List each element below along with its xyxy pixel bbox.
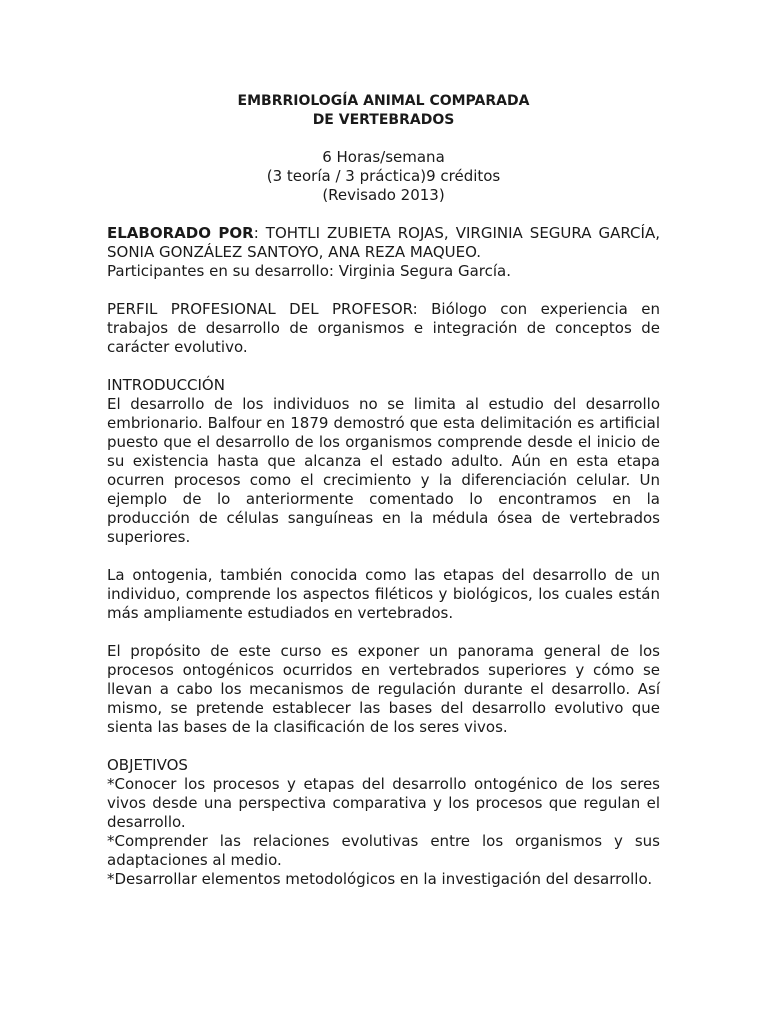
objective-item: *Comprender las relaciones evolutivas entre los organismos y sus adaptaciones al medio. [107, 832, 660, 869]
authors-label: ELABORADO POR [107, 224, 254, 242]
introduction-paragraph-1: El desarrollo de los individuos no se limita al estudio del desarrollo embrionario. Balfour en 1879 demostró que esta delimitación es artificial puesto que el desarrollo de los organismos comprende desde el inicio de su existencia hasta que alcanza el estado adulto. Aún en esta etapa ocurren procesos como el crecimiento y la diferenciación celular. Un ejemplo de lo anteriormente comentado lo encontramos en la producción de células sanguíneas en la médula ósea de vertebrados superiores. [107, 395, 660, 546]
course-revised: (Revisado 2013) [322, 186, 445, 204]
profile-paragraph: PERFIL PROFESIONAL DEL PROFESOR: Biólogo con experiencia en trabajos de desarrollo de organismos e integración de conceptos de carácter evolutivo. [107, 300, 660, 356]
objectives-heading: OBJETIVOS [107, 756, 188, 774]
document-title [107, 92, 660, 130]
introduction-paragraph-3: El propósito de este curso es exponer un panorama general de los procesos ontogénicos ocurridos en vertebrados superiores y cómo se llevan a cabo los mecanismos de regulación durante el desarrollo. Así mismo, se pretende establecer las bases del desarrollo evolutivo que sienta las bases de la clasificación de los seres vivos. [107, 642, 660, 736]
authors-paragraph [107, 224, 660, 262]
introduction-heading: INTRODUCCIÓN [107, 376, 225, 394]
authors-names: : TOHTLI ZUBIETA ROJAS, VIRGINIA SEGURA GARCÍA, SONIA GONZÁLEZ SANTOYO, ANA REZA MAQUEO. [107, 224, 660, 261]
document-page [107, 92, 660, 889]
title-line-1: EMBRRIOLOGÍA ANIMAL COMPARADA [237, 93, 530, 109]
course-info [107, 148, 660, 205]
course-hours: 6 Horas/semana [322, 148, 445, 166]
objective-item: *Conocer los procesos y etapas del desarrollo ontogénico de los seres vivos desde una perspectiva comparativa y los procesos que regulan el desarrollo. [107, 775, 660, 831]
introduction-paragraph-2: La ontogenia, también conocida como las etapas del desarrollo de un individuo, comprende los aspectos filéticos y biológicos, los cuales están más ampliamente estudiados en vertebrados. [107, 566, 660, 622]
participants-line: Participantes en su desarrollo: Virginia Segura García. [107, 262, 511, 280]
title-line-2: DE VERTEBRADOS [312, 112, 455, 128]
course-breakdown: (3 teoría / 3 práctica)9 créditos [266, 167, 501, 185]
objective-item: *Desarrollar elementos metodológicos en la investigación del desarrollo. [107, 870, 653, 888]
